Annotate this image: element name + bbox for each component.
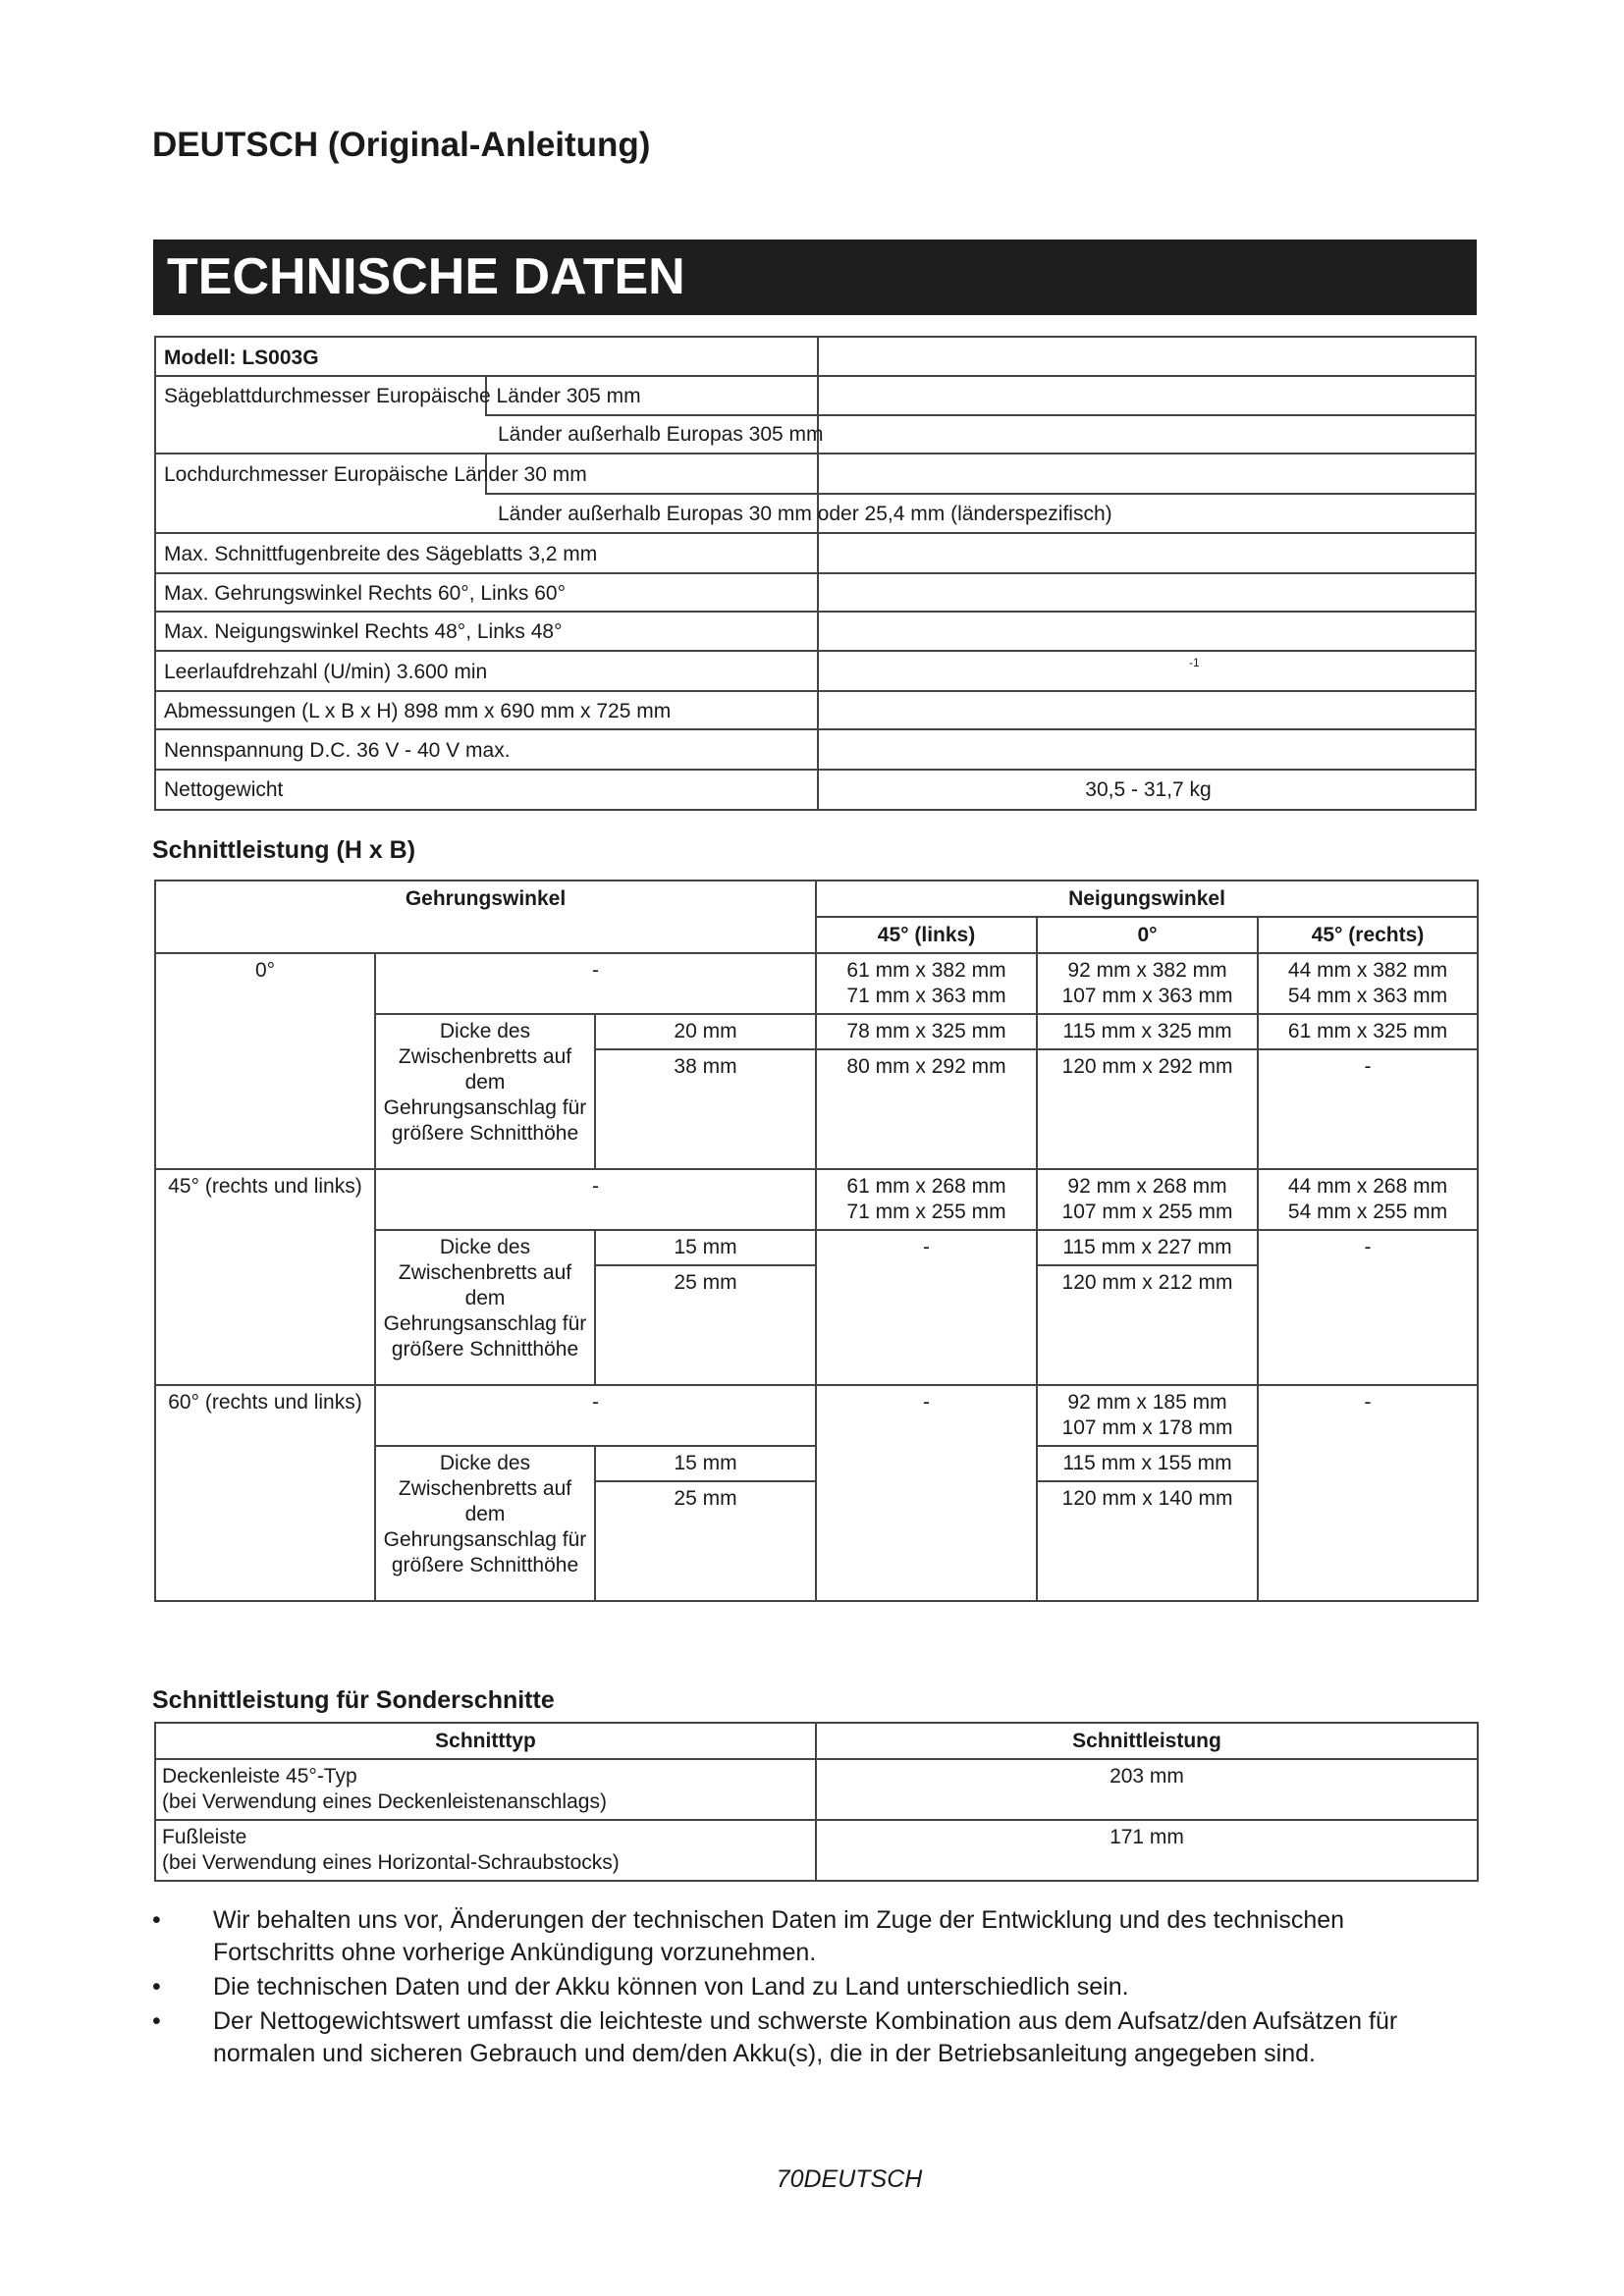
cut-value: 115 mm x 155 mm <box>1037 1446 1258 1481</box>
board-thickness: 25 mm <box>595 1265 816 1385</box>
miter-angle: 0° <box>155 953 375 1169</box>
list-item <box>152 2005 1468 2070</box>
spec-table <box>154 336 1477 811</box>
special-type-note: (bei Verwendung eines Horizontal-Schraubstocks) <box>162 1851 620 1874</box>
special-header-capacity: Schnittleistung <box>816 1723 1478 1759</box>
special-type: Fußleiste <box>162 1826 247 1848</box>
bevel-col-center: 0° <box>1037 917 1258 953</box>
dash-cell: - <box>375 1385 816 1446</box>
bevel-col-left: 45° (links) <box>816 917 1037 953</box>
spec-net-weight-value: 30,5 - 31,7 kg <box>1085 778 1212 801</box>
board-label: Dicke des Zwischenbretts auf dem Gehrungsanschlag für größere Schnitthöhe <box>375 1230 595 1385</box>
board-thickness: 38 mm <box>595 1049 816 1169</box>
cut-value: - <box>1258 1385 1478 1601</box>
page-footer: 70DEUTSCH <box>776 2165 923 2193</box>
spec-model: Modell: LS003G <box>164 347 319 369</box>
cut-value: 78 mm x 325 mm <box>816 1014 1037 1049</box>
special-type: Deckenleiste 45°-Typ <box>162 1765 357 1788</box>
spec-hole-diameter-other: Länder außerhalb Europas 30 mm oder 25,4 mm (länderspezifisch) <box>498 503 1112 525</box>
page-heading: DEUTSCH (Original-Anleitung) <box>152 126 651 164</box>
spec-hole-diameter: Lochdurchmesser Europäische Länder 30 mm <box>164 463 587 486</box>
table-row <box>155 1820 1478 1881</box>
cut-value: 120 mm x 212 mm <box>1037 1265 1258 1385</box>
table-row <box>155 1169 1478 1230</box>
cutting-capacity-table <box>154 880 1479 1602</box>
board-label: Dicke des Zwischenbretts auf dem Gehrungsanschlag für größere Schnitthöhe <box>375 1446 595 1601</box>
bullet-icon: • <box>152 2007 161 2035</box>
bullet-icon: • <box>152 1973 161 2001</box>
bevel-header: Neigungswinkel <box>816 881 1478 917</box>
cut-value: 44 mm x 382 mm 54 mm x 363 mm <box>1258 953 1478 1014</box>
note-text: Die technischen Daten und der Akku können von Land zu Land unterschiedlich sein. <box>213 1973 1129 2001</box>
special-value: 171 mm <box>816 1820 1478 1881</box>
cut-value: - <box>816 1230 1037 1385</box>
note-text: Wir behalten uns vor, Änderungen der technischen Daten im Zuge der Entwicklung und des technischen Fortschritts ohne vorherige Ankündigung vorzunehmen. <box>213 1906 1345 1966</box>
note-text: Der Nettogewichtswert umfasst die leichteste und schwerste Kombination aus dem Aufsatz/den Aufsätzen für normalen und sicheren Gebrauch und dem/den Akku(s), die in der Betriebsanleitung angegeben sind. <box>213 2007 1398 2067</box>
spec-miter: Max. Gehrungswinkel Rechts 60°, Links 60° <box>164 582 566 605</box>
dash-cell: - <box>375 1169 816 1230</box>
bullet-icon: • <box>152 1906 161 1934</box>
cut-value: 80 mm x 292 mm <box>816 1049 1037 1169</box>
dash-cell: - <box>375 953 816 1014</box>
table-row <box>155 1759 1478 1820</box>
cut-value: 115 mm x 325 mm <box>1037 1014 1258 1049</box>
spec-net-weight-label: Nettogewicht <box>164 778 284 801</box>
bevel-col-right: 45° (rechts) <box>1258 917 1478 953</box>
special-type-note: (bei Verwendung eines Deckenleistenanschlags) <box>162 1790 607 1813</box>
cut-value: - <box>1258 1230 1478 1385</box>
board-thickness: 25 mm <box>595 1481 816 1601</box>
special-header-type: Schnitttyp <box>155 1723 816 1759</box>
cut-value: 92 mm x 185 mm 107 mm x 178 mm <box>1037 1385 1258 1446</box>
table-row <box>155 953 1478 1014</box>
spec-bevel: Max. Neigungswinkel Rechts 48°, Links 48° <box>164 620 563 643</box>
board-label: Dicke des Zwischenbretts auf dem Gehrungsanschlag für größere Schnitthöhe <box>375 1014 595 1169</box>
cut-value: 61 mm x 268 mm 71 mm x 255 mm <box>816 1169 1037 1230</box>
special-title: Schnittleistung für Sonderschnitte <box>152 1686 555 1714</box>
cutting-title: Schnittleistung (H x B) <box>152 836 416 864</box>
notes-list <box>152 1904 1468 2072</box>
cut-value: 120 mm x 292 mm <box>1037 1049 1258 1169</box>
cut-value: - <box>1258 1049 1478 1169</box>
spec-voltage: Nennspannung D.C. 36 V - 40 V max. <box>164 739 511 762</box>
cut-value: 61 mm x 325 mm <box>1258 1014 1478 1049</box>
miter-angle: 45° (rechts und links) <box>155 1169 375 1385</box>
cut-value: 44 mm x 268 mm 54 mm x 255 mm <box>1258 1169 1478 1230</box>
cut-value: 92 mm x 382 mm 107 mm x 363 mm <box>1037 953 1258 1014</box>
board-thickness: 15 mm <box>595 1230 816 1265</box>
list-item <box>152 1904 1468 1969</box>
board-thickness: 15 mm <box>595 1446 816 1481</box>
board-thickness: 20 mm <box>595 1014 816 1049</box>
cut-value: 115 mm x 227 mm <box>1037 1230 1258 1265</box>
cut-value: - <box>816 1385 1037 1601</box>
spec-blade-diameter-other: Länder außerhalb Europas 305 mm <box>498 423 824 446</box>
spec-blade-diameter: Sägeblattdurchmesser Europäische Länder 305 mm <box>164 385 641 407</box>
section-banner: TECHNISCHE DATEN <box>153 240 1477 315</box>
table-row <box>155 1385 1478 1446</box>
miter-header: Gehrungswinkel <box>155 881 816 953</box>
special-value: 203 mm <box>816 1759 1478 1820</box>
spec-kerf: Max. Schnittfugenbreite des Sägeblatts 3,2 mm <box>164 543 598 565</box>
spec-dimensions: Abmessungen (L x B x H) 898 mm x 690 mm x 725 mm <box>164 700 672 722</box>
special-cuts-table <box>154 1722 1479 1882</box>
cut-value: 120 mm x 140 mm <box>1037 1481 1258 1601</box>
cut-value: 61 mm x 382 mm 71 mm x 363 mm <box>816 953 1037 1014</box>
spec-superscript: -1 <box>1189 656 1200 669</box>
list-item <box>152 1971 1468 2003</box>
cut-value: 92 mm x 268 mm 107 mm x 255 mm <box>1037 1169 1258 1230</box>
miter-angle: 60° (rechts und links) <box>155 1385 375 1601</box>
spec-no-load-speed: Leerlaufdrehzahl (U/min) 3.600 min <box>164 661 488 683</box>
